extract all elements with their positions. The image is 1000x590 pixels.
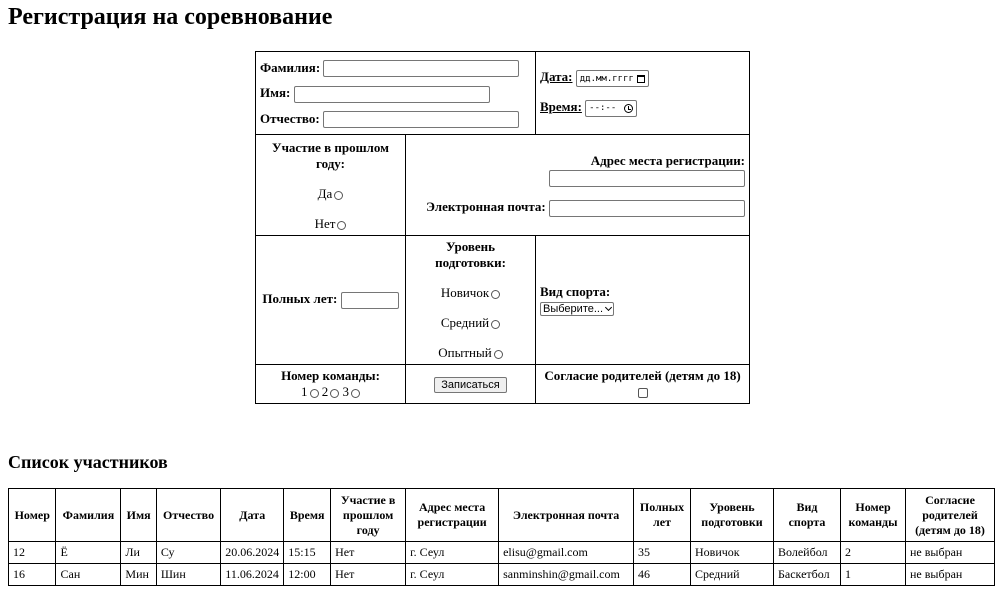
no-label: Нет xyxy=(314,216,336,231)
level-option-label: Опытный xyxy=(438,345,492,360)
table-cell: 20.06.2024 xyxy=(221,542,284,564)
sport-select[interactable] xyxy=(540,302,614,316)
table-cell: Новичок xyxy=(691,542,774,564)
name-label: Имя: xyxy=(260,85,291,101)
level-medium-radio[interactable] xyxy=(491,320,500,329)
table-header: Отчество xyxy=(156,489,220,542)
yes-label: Да xyxy=(317,186,333,201)
team-option-label: 2 xyxy=(321,384,329,399)
table-cell: 12:00 xyxy=(284,564,331,586)
table-cell: Волейбол xyxy=(774,542,841,564)
age-cell xyxy=(256,236,406,365)
table-cell: Мин xyxy=(121,564,156,586)
table-cell: Средний xyxy=(691,564,774,586)
email-input[interactable] xyxy=(549,200,745,217)
list-title: Список участников xyxy=(8,452,168,472)
table-row xyxy=(9,542,995,564)
email-label: Электронная почта: xyxy=(426,199,546,214)
team-2-radio[interactable] xyxy=(330,389,339,398)
table-cell: sanminshin@gmail.com xyxy=(499,564,634,586)
table-cell: не выбран xyxy=(906,542,995,564)
datetime-cell xyxy=(536,52,750,135)
level-beginner-radio[interactable] xyxy=(491,290,500,299)
age-input[interactable] xyxy=(341,292,399,309)
date-label: Дата: xyxy=(540,69,573,85)
consent-label: Согласие родителей (детям до 18) xyxy=(544,368,741,383)
table-cell: 46 xyxy=(634,564,691,586)
table-cell: Баскетбол xyxy=(774,564,841,586)
fio-cell xyxy=(256,52,536,135)
table-row xyxy=(9,564,995,586)
table-cell: Нет xyxy=(331,542,406,564)
table-header: Уровень подготовки xyxy=(691,489,774,542)
table-header: Полных лет xyxy=(634,489,691,542)
sport-label: Вид спорта: xyxy=(540,284,611,299)
level-cell xyxy=(406,236,536,365)
name-input[interactable] xyxy=(294,86,490,103)
table-cell: не выбран xyxy=(906,564,995,586)
table-header: Согласие родителей (детям до 18) xyxy=(906,489,995,542)
team-cell xyxy=(256,365,406,404)
table-cell: Сан xyxy=(56,564,121,586)
table-cell: г. Сеул xyxy=(406,542,499,564)
table-cell: Су xyxy=(156,542,220,564)
participants-table xyxy=(8,488,995,586)
table-header: Номер xyxy=(9,489,56,542)
calendar-icon[interactable] xyxy=(637,75,645,83)
table-cell: 35 xyxy=(634,542,691,564)
table-header: Адрес места регистрации xyxy=(406,489,499,542)
contact-cell xyxy=(406,135,750,236)
table-header: Время xyxy=(284,489,331,542)
table-cell: Нет xyxy=(331,564,406,586)
surname-label: Фамилия: xyxy=(260,59,321,75)
time-input[interactable] xyxy=(585,100,637,117)
table-cell: elisu@gmail.com xyxy=(499,542,634,564)
sport-selected-value: Выберите... xyxy=(543,303,604,315)
team-3-radio[interactable] xyxy=(351,389,360,398)
table-cell: 16 xyxy=(9,564,56,586)
address-label: Адрес места регистрации: xyxy=(590,153,746,169)
table-cell: 11.06.2024 xyxy=(221,564,284,586)
consent-cell xyxy=(536,365,750,404)
surname-input[interactable] xyxy=(323,60,519,77)
time-label: Время: xyxy=(540,99,582,114)
level-option-label: Средний xyxy=(440,315,490,330)
table-header: Участие в прошлом году xyxy=(331,489,406,542)
age-label: Полных лет: xyxy=(262,291,338,307)
table-cell: Ё xyxy=(56,542,121,564)
submit-button[interactable]: Записаться xyxy=(434,377,506,393)
team-1-radio[interactable] xyxy=(310,389,319,398)
table-cell: 15:15 xyxy=(284,542,331,564)
patronymic-label: Отчество: xyxy=(260,110,320,126)
sport-cell xyxy=(536,236,750,365)
date-placeholder: дд.мм.гггг xyxy=(579,73,634,84)
team-label: Номер команды: xyxy=(281,368,380,383)
chevron-down-icon xyxy=(605,304,612,311)
table-cell: Шин xyxy=(156,564,220,586)
table-cell: 1 xyxy=(841,564,906,586)
level-label: Уровень подготовки: xyxy=(435,239,506,270)
team-option-label: 1 xyxy=(301,384,308,399)
level-option-label: Новичок xyxy=(440,285,490,300)
table-cell: 12 xyxy=(9,542,56,564)
participation-cell xyxy=(256,135,406,236)
page-title: Регистрация на соревнование xyxy=(8,4,333,30)
table-cell: 2 xyxy=(841,542,906,564)
table-header: Вид спорта xyxy=(774,489,841,542)
table-header: Фамилия xyxy=(56,489,121,542)
table-header-row xyxy=(9,489,995,542)
patronymic-input[interactable] xyxy=(323,111,519,128)
registration-form xyxy=(255,51,750,404)
table-cell: г. Сеул xyxy=(406,564,499,586)
table-cell: Ли xyxy=(121,542,156,564)
date-input[interactable] xyxy=(576,70,649,87)
submit-cell xyxy=(406,365,536,404)
consent-checkbox[interactable] xyxy=(638,388,648,398)
address-input[interactable] xyxy=(549,170,745,187)
participation-label: Участие в прошлом году: xyxy=(272,140,389,171)
table-header: Имя xyxy=(121,489,156,542)
no-radio[interactable] xyxy=(337,221,346,230)
table-header: Дата xyxy=(221,489,284,542)
level-expert-radio[interactable] xyxy=(494,350,503,359)
time-placeholder: --:-- xyxy=(589,103,617,114)
team-option-label: 3 xyxy=(342,384,349,399)
table-header: Электронная почта xyxy=(499,489,634,542)
yes-radio[interactable] xyxy=(334,191,343,200)
table-header: Номер команды xyxy=(841,489,906,542)
clock-icon[interactable] xyxy=(624,104,633,113)
